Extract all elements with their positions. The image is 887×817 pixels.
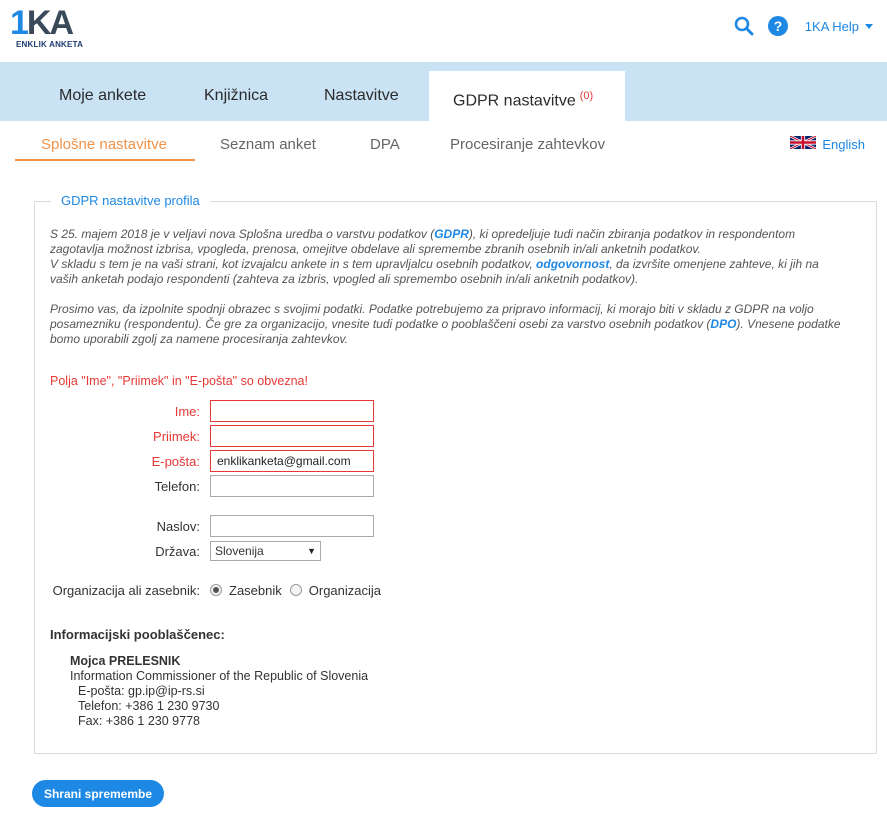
logo-subtitle: ENKLIK ANKETA: [16, 40, 84, 49]
logo-one: 1: [10, 4, 27, 42]
ime-input[interactable]: [210, 400, 374, 422]
radio-organizacija[interactable]: [290, 584, 302, 596]
tab-badge: (0): [579, 90, 594, 102]
naslov-label: Naslov:: [156, 518, 200, 534]
dpo-organization: Information Commissioner of the Republic of Slovenia: [70, 669, 369, 683]
top-actions: [733, 14, 873, 38]
gdpr-profile-section: [34, 193, 877, 754]
main-nav: [0, 62, 887, 121]
radio-organizacija-label[interactable]: Organizacija: [308, 582, 382, 598]
ime-label: Ime:: [174, 403, 200, 419]
section-legend: GDPR nastavitve profila: [51, 193, 210, 208]
dpo-title: Informacijski pooblaščenec:: [50, 627, 225, 642]
logo-ka: KA: [26, 4, 73, 42]
email-input[interactable]: [210, 450, 374, 472]
email-label: E-pošta:: [151, 453, 200, 469]
field-row-drzava: [35, 540, 321, 562]
priimek-input[interactable]: [210, 425, 374, 447]
naslov-input[interactable]: [210, 515, 374, 537]
odgovornost-link[interactable]: odgovornost: [536, 257, 610, 271]
radio-zasebnik[interactable]: [210, 584, 222, 596]
tab-label: GDPR nastavitve: [453, 92, 576, 110]
intro-paragraph-1: S 25. majem 2018 je v veljavi nova Splošna uredba o varstvu podatkov (GDPR), ki opredeljuje tudi način zbiranja podatkov in respondentom zagotavlja možnost izbrisa, vpogleda, prenosa, omejitve obdelave ali spremembe zbranih osebnih in/ali anketnih podatkov.: [50, 227, 796, 256]
dpo-name: Mojca PRELESNIK: [70, 654, 181, 668]
field-row-telefon: [35, 475, 374, 497]
dpo-phone: Telefon: +386 1 230 9730: [78, 699, 220, 713]
logo[interactable]: [10, 6, 90, 52]
org-type-label: Organizacija ali zasebnik:: [52, 582, 200, 598]
svg-text:?: ?: [773, 18, 783, 34]
dropdown-arrow-icon: ▼: [307, 546, 316, 556]
intro-paragraph-2: V skladu s tem je na vaši strani, kot izvajalcu ankete in s tem upravljalcu osebnih podatkov, odgovornost, da izvršite omenjene zahteve, ki jih na vaših anketah podajo respondenti (zahteva za izbris, vpogled ali spremembo osebnih in/ali anketnih podatkov).: [50, 257, 819, 286]
tab-label: Knjižnica: [204, 87, 269, 104]
field-row-naslov: [35, 515, 374, 537]
subtab-seznam-anket[interactable]: Seznam anket: [220, 136, 316, 153]
subtab-procesiranje-zahtevkov[interactable]: Procesiranje zahtevkov: [450, 136, 606, 153]
chevron-down-icon: [865, 24, 873, 29]
help-menu-label: 1KA Help: [804, 18, 859, 34]
dpo-link[interactable]: DPO: [710, 317, 737, 331]
tab-nastavitve[interactable]: [324, 71, 399, 121]
gdpr-link[interactable]: GDPR: [434, 227, 469, 241]
top-bar: [0, 0, 887, 62]
dpo-fax: Fax: +386 1 230 9778: [78, 714, 200, 728]
language-label: English: [822, 136, 865, 152]
priimek-label: Priimek:: [153, 428, 200, 444]
org-type-row: [35, 580, 389, 600]
save-button[interactable]: Shrani spremembe: [32, 780, 164, 807]
radio-selected-dot: [213, 587, 219, 593]
dpo-details: [70, 654, 368, 729]
telefon-input[interactable]: [210, 475, 374, 497]
language-switch[interactable]: [790, 135, 865, 153]
tab-label: Moje ankete: [59, 87, 147, 104]
required-fields-note: Polja "Ime", "Priimek" in "E-pošta" so obvezna!: [50, 374, 308, 388]
tab-moje-ankete[interactable]: [59, 71, 146, 121]
subtab-dpa[interactable]: DPA: [370, 136, 400, 153]
intro-paragraph-3: Prosimo vas, da izpolnite spodnji obrazec s svojimi podatki. Podatke potrebujemo za pripravo informacij, ki morajo biti v skladu z GDPR na voljo posamezniku (respondentu). Če gre za organizacijo, vnesite tudi podatke o pooblaščeni osebi za varstvo osebnih podatkov (DPO). Vnesene podatke bomo uporabili zgolj za namene procesiranja zahtevkov.: [50, 302, 841, 346]
help-icon[interactable]: [767, 15, 789, 37]
radio-zasebnik-label[interactable]: Zasebnik: [229, 582, 282, 598]
uk-flag-icon: [790, 135, 816, 153]
drzava-label: Država:: [155, 543, 200, 559]
field-row-ime: [35, 400, 374, 422]
dpo-email: E-pošta: gp.ip@ip-rs.si: [78, 684, 205, 698]
telefon-label: Telefon:: [154, 478, 200, 494]
tab-gdpr-nastavitve[interactable]: [429, 71, 625, 121]
field-row-email: [35, 450, 374, 472]
help-menu[interactable]: [805, 19, 873, 34]
tab-knjiznica[interactable]: [204, 71, 268, 121]
search-icon[interactable]: [733, 15, 755, 37]
field-row-priimek: [35, 425, 374, 447]
sub-nav: [0, 121, 887, 163]
tab-label: Nastavitve: [324, 87, 399, 104]
drzava-select[interactable]: [210, 541, 321, 561]
subtab-splosne-nastavitve[interactable]: Splošne nastavitve: [41, 136, 167, 153]
active-tab-underline: [15, 159, 195, 161]
intro-text: [50, 227, 850, 347]
drzava-selected: Slovenija: [215, 544, 264, 558]
